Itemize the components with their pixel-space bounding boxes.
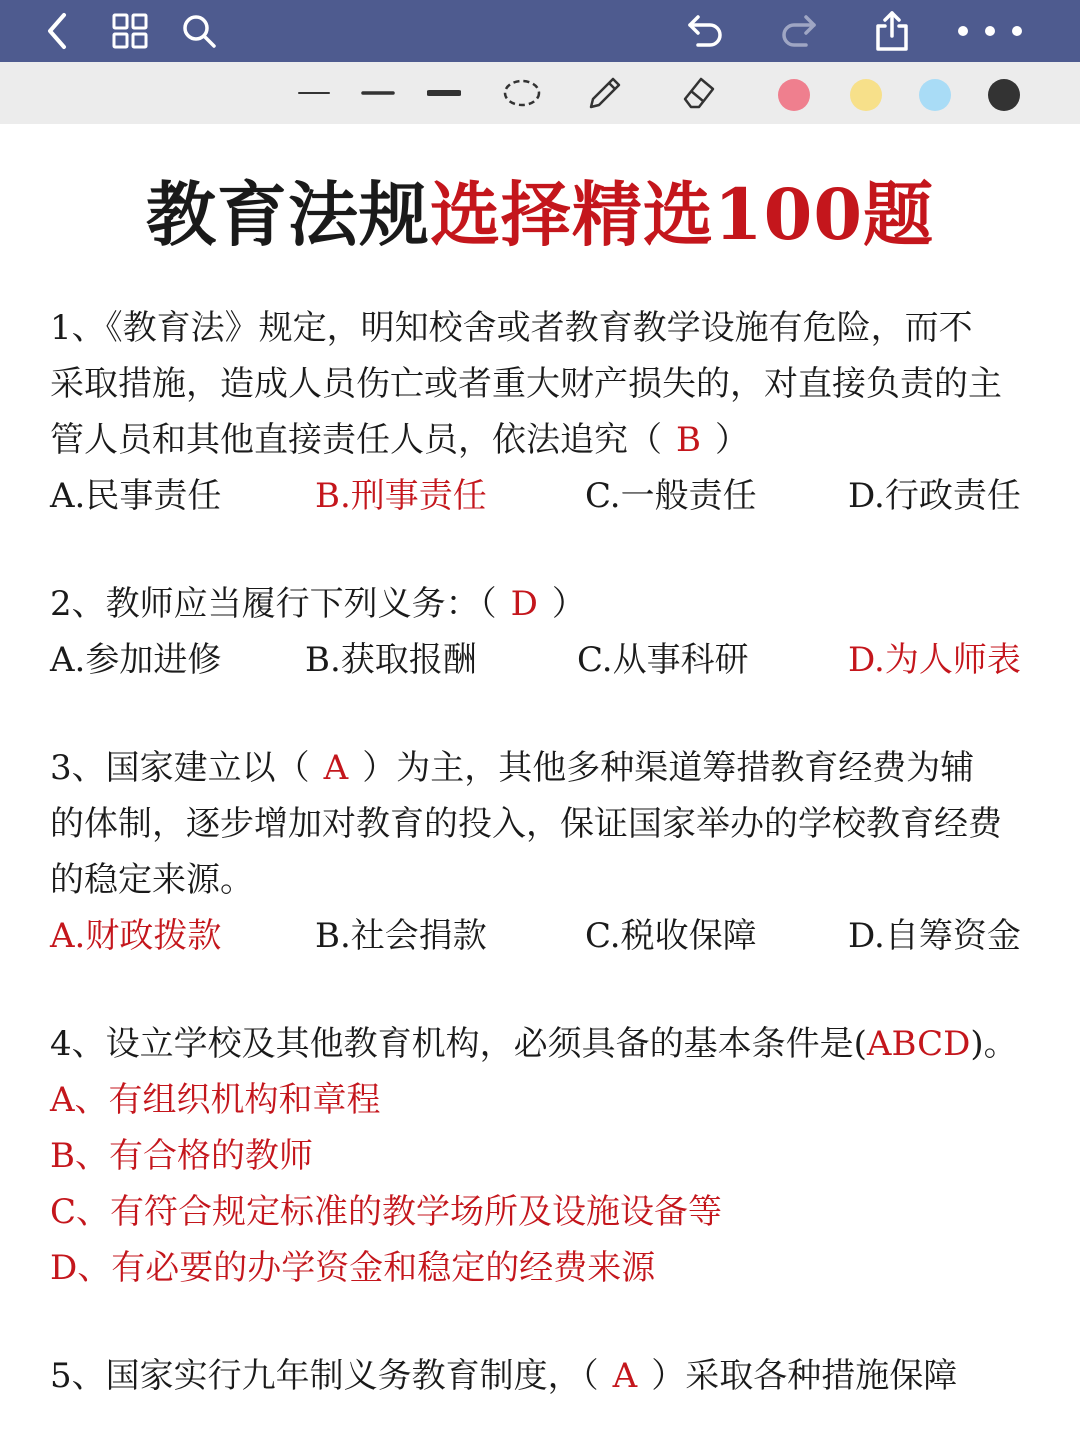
top-navigation-bar <box>0 0 1080 62</box>
q5-answer: A <box>612 1356 638 1396</box>
q3-line-1: 3、国家建立以（ A ）为主，其他多种渠道筹措教育经费为辅 <box>50 748 975 788</box>
q1-line-3: 管人员和其他直接责任人员，依法追究（ B ） <box>50 420 749 460</box>
q5-line-1: 5、国家实行九年制义务教育制度，（ A ）采取各种措施保障 <box>50 1356 958 1396</box>
blue-color-swatch[interactable] <box>919 79 951 111</box>
thin-line-icon[interactable] <box>296 70 332 116</box>
q2-option-d: D.为人师表 <box>848 640 1021 680</box>
thick-line-icon[interactable] <box>426 70 462 116</box>
q3-option-d: D.自筹资金 <box>848 916 1021 956</box>
pink-color-swatch[interactable] <box>778 79 810 111</box>
q1-option-b: B.刑事责任 <box>315 476 487 516</box>
q1-option-a: A.民事责任 <box>50 476 222 516</box>
lasso-icon[interactable] <box>500 70 544 116</box>
q1-option-c: C.一般责任 <box>585 476 757 516</box>
q4-line-1: 4、设立学校及其他教育机构，必须具备的基本条件是(ABCD)。 <box>50 1024 1018 1064</box>
q4-option-a: A、有组织机构和章程 <box>50 1080 381 1120</box>
q3-line-3: 的稳定来源。 <box>50 860 254 900</box>
q3-line-2: 的体制，逐步增加对教育的投入，保证国家举办的学校教育经费 <box>50 804 1002 844</box>
grid-icon[interactable] <box>106 7 154 55</box>
q2-option-b: B.获取报酬 <box>305 640 477 680</box>
eraser-icon[interactable] <box>676 70 722 116</box>
q2-option-a: A.参加进修 <box>50 640 222 680</box>
q2-line-1: 2、教师应当履行下列义务：（ D ） <box>50 584 586 624</box>
yellow-color-swatch[interactable] <box>850 79 882 111</box>
q4-option-b: B、有合格的教师 <box>50 1136 313 1176</box>
undo-icon[interactable] <box>682 7 730 55</box>
more-icon[interactable] <box>950 7 1030 55</box>
q4-option-d: D、有必要的办学资金和稳定的经费来源 <box>50 1248 656 1288</box>
pencil-icon[interactable] <box>582 70 628 116</box>
q1-answer: B <box>676 420 701 460</box>
page-title <box>0 170 1080 260</box>
q3-answer: A <box>323 748 349 788</box>
q3-option-a: A.财政拨款 <box>50 916 222 956</box>
q1-option-d: D.行政责任 <box>848 476 1021 516</box>
share-icon[interactable] <box>868 7 916 55</box>
q4-answer: ABCD <box>866 1024 971 1064</box>
black-color-swatch[interactable] <box>988 79 1020 111</box>
q3-option-c: C.税收保障 <box>585 916 757 956</box>
title-red-part: 选择精选100题 <box>429 173 935 256</box>
medium-line-icon[interactable] <box>360 70 396 116</box>
back-icon[interactable] <box>34 7 82 55</box>
q4-option-c: C、有符合规定标准的教学场所及设施设备等 <box>50 1192 723 1232</box>
q1-line-1: 1、《教育法》规定，明知校舍或者教育教学设施有危险，而不 <box>50 308 973 348</box>
search-icon[interactable] <box>175 7 223 55</box>
title-black-part: 教育法规 <box>145 173 430 256</box>
redo-icon[interactable] <box>774 7 822 55</box>
q2-answer: D <box>510 584 538 624</box>
q2-option-c: C.从事科研 <box>577 640 749 680</box>
q3-option-b: B.社会捐款 <box>315 916 487 956</box>
q1-line-2: 采取措施，造成人员伤亡或者重大财产损失的，对直接负责的主 <box>50 364 1002 404</box>
drawing-toolbar <box>0 62 1080 124</box>
